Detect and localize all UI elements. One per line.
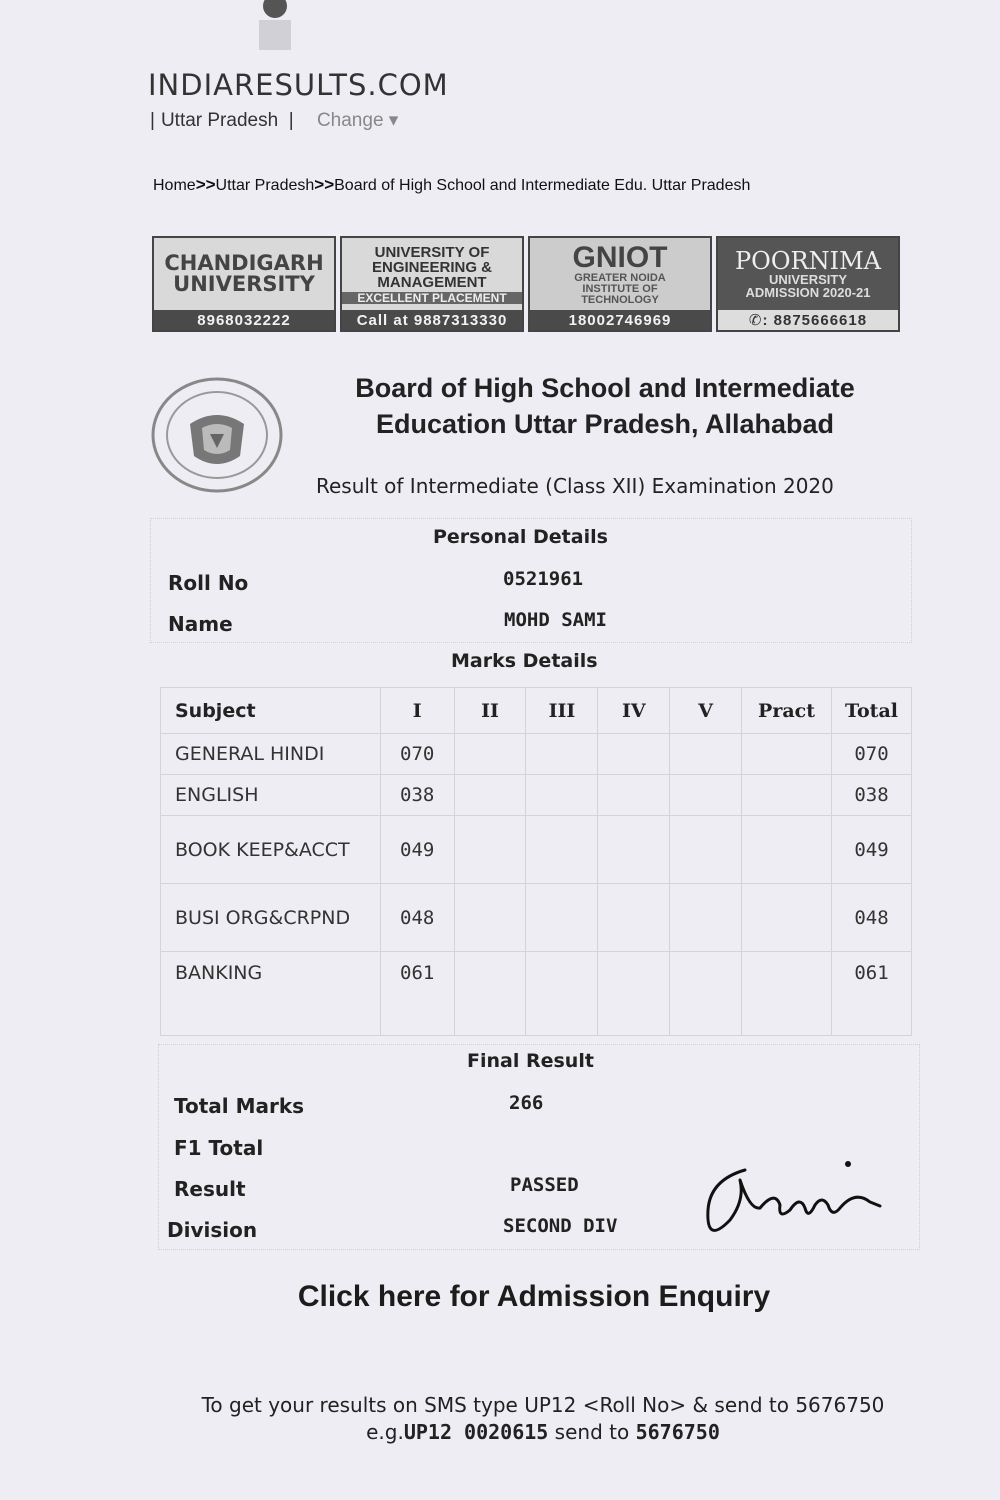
empty-cell: [598, 775, 670, 816]
empty-cell: [742, 884, 832, 952]
table-row: [161, 952, 912, 1036]
marks-details-heading: Marks Details: [451, 650, 598, 672]
table-row: [161, 884, 912, 952]
sms-eg: e.g.: [366, 1420, 404, 1444]
ad-chandigarh-university[interactable]: [152, 236, 336, 332]
exam-title: Result of Intermediate (Class XII) Examination 2020: [316, 474, 834, 498]
table-row: [161, 734, 912, 775]
f1-total-label: F1 Total: [174, 1136, 264, 1160]
table-header-row: [161, 688, 912, 734]
ad-title: [718, 238, 898, 310]
ad-line: CHANDIGARH: [164, 251, 324, 275]
ad-poornima[interactable]: [716, 236, 900, 332]
total-cell: 048: [832, 884, 912, 952]
column-header: II: [454, 688, 526, 734]
ad-line: UNIVERSITY: [768, 272, 847, 287]
sms-line: To get your results on SMS type UP12 <Roll No> & send to 5676750: [201, 1393, 885, 1417]
ad-phone: ✆: 8875666618: [718, 310, 898, 330]
empty-cell: [670, 775, 742, 816]
empty-cell: [598, 952, 670, 1036]
marks-cell: 038: [380, 775, 454, 816]
divider: |: [150, 110, 155, 131]
name-label: Name: [168, 612, 233, 636]
empty-cell: [670, 734, 742, 775]
change-state-link[interactable]: Change ▾: [316, 110, 399, 131]
ad-title: [530, 238, 710, 310]
subject-cell: ENGLISH: [161, 775, 381, 816]
empty-cell: [526, 952, 598, 1036]
empty-cell: [670, 952, 742, 1036]
board-title: [305, 370, 905, 442]
ad-phone: 18002746969: [530, 310, 710, 330]
personal-details-heading: Personal Details: [433, 526, 608, 548]
ad-tagline: EXCELLENT PLACEMENT: [342, 292, 522, 304]
ad-title: [154, 238, 334, 310]
board-title-line: Education Uttar Pradesh, Allahabad: [375, 409, 835, 439]
table-row: [161, 816, 912, 884]
ad-name: GNIOT: [572, 240, 668, 274]
ad-line: UNIVERSITY: [173, 272, 315, 296]
empty-cell: [598, 884, 670, 952]
subject-cell: BUSI ORG&CRPND: [161, 884, 381, 952]
column-header: III: [526, 688, 598, 734]
ad-line: GREATER NOIDA: [574, 271, 666, 284]
total-cell: 038: [832, 775, 912, 816]
board-title-line: Board of High School and Intermediate: [355, 373, 855, 403]
sms-send-to: send to: [548, 1420, 636, 1444]
subject-cell: GENERAL HINDI: [161, 734, 381, 775]
ad-line: TECHNOLOGY: [581, 293, 659, 306]
empty-cell: [742, 816, 832, 884]
site-name[interactable]: INDIARESULTS.COM: [148, 68, 449, 102]
breadcrumb-state[interactable]: Uttar Pradesh: [215, 177, 315, 194]
empty-cell: [742, 734, 832, 775]
total-cell: 061: [832, 952, 912, 1036]
division-label: Division: [167, 1218, 258, 1242]
ad-phone: 8968032222: [154, 310, 334, 330]
column-header: Pract: [742, 688, 832, 734]
state-name: Uttar Pradesh: [160, 110, 279, 131]
column-header: I: [380, 688, 454, 734]
ad-line: ENGINEERING &: [371, 258, 492, 276]
table-row: [161, 775, 912, 816]
empty-cell: [454, 884, 526, 952]
empty-cell: [598, 734, 670, 775]
total-marks-value: 266: [509, 1092, 544, 1114]
ad-line: UNIVERSITY OF: [374, 243, 490, 261]
up-government-seal-icon: [150, 376, 284, 494]
empty-cell: [454, 775, 526, 816]
signature: [690, 1150, 900, 1255]
empty-cell: [526, 884, 598, 952]
divider: |: [283, 110, 294, 131]
marks-table: [160, 687, 912, 1036]
ad-uem[interactable]: [340, 236, 524, 332]
empty-cell: [598, 816, 670, 884]
column-header: V: [670, 688, 742, 734]
empty-cell: [454, 734, 526, 775]
empty-cell: [454, 816, 526, 884]
site-logo-icon: [255, 0, 295, 52]
empty-cell: [670, 816, 742, 884]
empty-cell: [526, 775, 598, 816]
ad-gniot[interactable]: [528, 236, 712, 332]
empty-cell: [526, 816, 598, 884]
empty-cell: [742, 952, 832, 1036]
marks-cell: 048: [380, 884, 454, 952]
total-marks-label: Total Marks: [174, 1094, 305, 1118]
breadcrumb-home[interactable]: Home: [153, 177, 196, 194]
ad-name: POORNIMA: [735, 247, 881, 275]
empty-cell: [742, 775, 832, 816]
result-label: Result: [174, 1177, 246, 1201]
column-header: IV: [598, 688, 670, 734]
empty-cell: [670, 884, 742, 952]
total-cell: 070: [832, 734, 912, 775]
sms-example: [150, 1419, 936, 1446]
subject-cell: BANKING: [161, 952, 381, 1036]
admission-enquiry-link[interactable]: Click here for Admission Enquiry: [297, 1280, 771, 1313]
marks-cell: 061: [380, 952, 454, 1036]
subject-cell: BOOK KEEP&ACCT: [161, 816, 381, 884]
empty-cell: [454, 952, 526, 1036]
marks-cell: 070: [380, 734, 454, 775]
sms-instructions: [150, 1392, 936, 1446]
division-value: SECOND DIV: [503, 1215, 618, 1237]
ad-tagline: ADMISSION 2020-21: [745, 285, 871, 300]
ad-banner-strip: [152, 236, 900, 332]
breadcrumb: [153, 175, 750, 195]
sms-code: UP12 0020615: [403, 1420, 549, 1444]
breadcrumb-board[interactable]: Board of High School and Intermediate Edu. Uttar Pradesh: [334, 177, 751, 194]
column-header: Total: [832, 688, 912, 734]
total-cell: 049: [832, 816, 912, 884]
ad-title: [342, 238, 522, 310]
sms-number: 5676750: [635, 1420, 720, 1444]
ad-line: MANAGEMENT: [377, 273, 487, 291]
marks-cell: 049: [380, 816, 454, 884]
result-value: PASSED: [510, 1174, 579, 1196]
roll-no-value: 0521961: [503, 568, 584, 590]
roll-no-label: Roll No: [168, 571, 249, 595]
breadcrumb-separator: >>: [314, 175, 335, 194]
ad-phone: Call at 9887313330: [342, 310, 522, 330]
empty-cell: [526, 734, 598, 775]
ad-line: INSTITUTE OF: [582, 282, 658, 295]
name-value: MOHD SAMI: [504, 609, 607, 631]
state-selector: [150, 109, 398, 132]
breadcrumb-separator: >>: [195, 175, 216, 194]
column-header: Subject: [161, 688, 381, 734]
final-result-heading: Final Result: [467, 1050, 594, 1072]
